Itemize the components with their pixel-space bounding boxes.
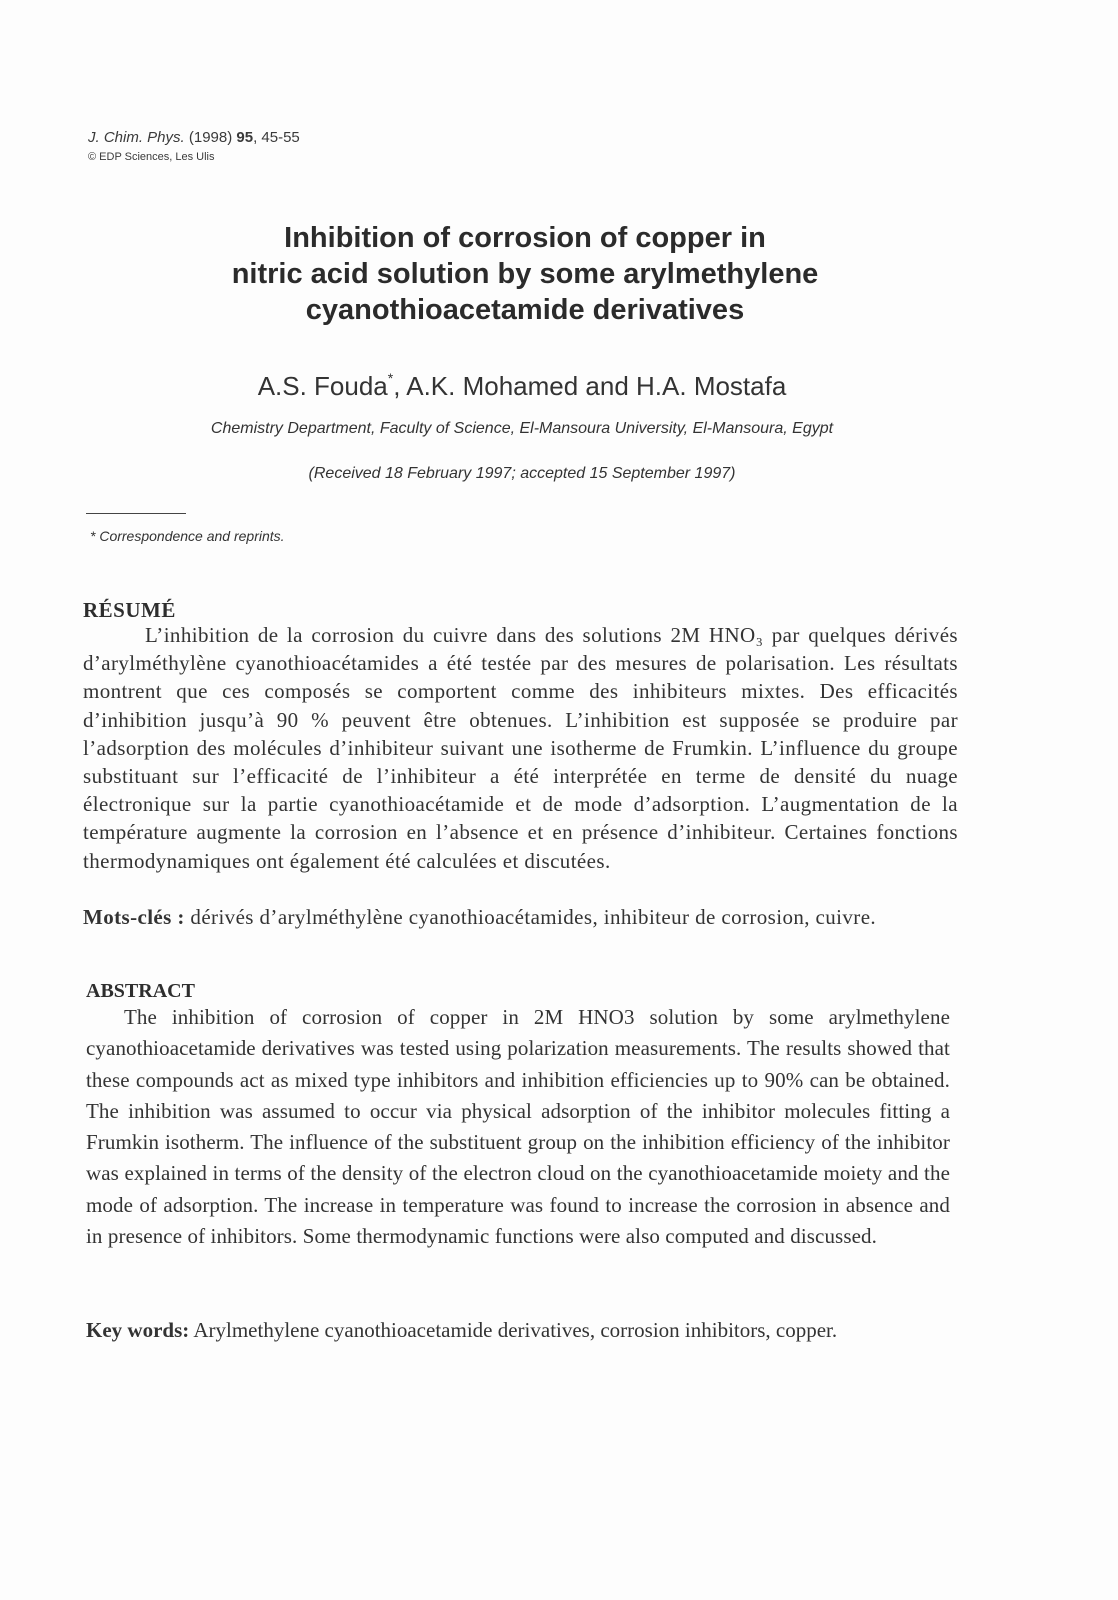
authors-rest: , A.K. Mohamed and H.A. Mostafa bbox=[393, 371, 787, 401]
abstract-keywords-text: Arylmethylene cyanothioacetamide derivatives, corrosion inhibitors, copper. bbox=[189, 1318, 838, 1342]
corresponding-author-mark: * bbox=[387, 370, 394, 386]
title-line: Inhibition of corrosion of copper in bbox=[284, 222, 766, 254]
resume-keywords-label: Mots-clés : bbox=[83, 905, 185, 929]
journal-pages: , 45-55 bbox=[253, 129, 300, 146]
affiliation: Chemistry Department, Faculty of Science, El-Mansoura University, El-Mansoura, Egypt bbox=[210, 420, 834, 437]
resume-body: L’inhibition de la corrosion du cuivre dans des solutions 2M HNO₃ par quelques dérivés d’arylméthylène cyanothioacétamides a été testée par des mesures de polarisation. Les résultats montrent que ces composés se comportent comme des inhibiteurs mixtes. Des efficacités d’inhibition jusqu’à 90 % peuvent être obtenues. L’inhibition est supposée se produire par l’adsorption des molécules d’inhibiteur suivant une isotherme de Frumkin. L’influence du groupe substituant sur l’efficacité de l’inhibiteur a été interprétée en terme de densité du nuage électronique sur la partie cyanothioacétamide et de mode d’adsorption. L’augmentation de la température augmente la corrosion en l’absence et en présence d’inhibiteur. Certaines fonctions thermodynamiques ont également été calculées et discutées. bbox=[83, 623, 958, 873]
article-title bbox=[0, 220, 1050, 328]
author-list bbox=[0, 362, 1044, 402]
journal-volume: 95 bbox=[236, 129, 254, 146]
title-line: cyanothioacetamide derivatives bbox=[305, 294, 745, 326]
footnote-divider bbox=[86, 513, 186, 514]
journal-name: J. Chim. Phys. bbox=[88, 129, 185, 146]
resume-heading: RÉSUMÉ bbox=[83, 598, 176, 622]
footnote: * Correspondence and reprints. bbox=[90, 528, 285, 544]
received-dates: (Received 18 February 1997; accepted 15 September 1997) bbox=[308, 465, 736, 482]
copyright-notice: © EDP Sciences, Les Ulis bbox=[88, 151, 215, 163]
title-line: nitric acid solution by some arylmethylene bbox=[231, 258, 819, 290]
author-first: A.S. Fouda bbox=[257, 371, 388, 401]
journal-year: (1998) bbox=[188, 129, 233, 146]
abstract-keywords-label: Key words: bbox=[86, 1318, 190, 1342]
abstract-keywords bbox=[86, 1315, 950, 1346]
journal-citation bbox=[88, 128, 300, 148]
abstract-body: The inhibition of corrosion of copper in 2M HNO3 solution by some arylmethylene cyanothioacetamide derivatives was tested using polarization measurements. The results showed that these compounds act as mixed type inhibitors and inhibition efficiencies up to 90% can be obtained. The inhibition was assumed to occur via physical adsorption of the inhibitor molecules fitting a Frumkin isotherm. The influence of the substituent group on the inhibition efficiency of the inhibitor was explained in terms of the density of the electron cloud on the cyanothioacetamide moiety and the mode of adsorption. The increase in temperature was found to increase the corrosion in absence and in presence of inhibitors. Some thermodynamic functions were also computed and discussed. bbox=[86, 1005, 950, 1249]
resume-keywords-text: dérivés d’arylméthylène cyanothioacétamides, inhibiteur de corrosion, cuivre. bbox=[184, 905, 877, 929]
resume-keywords bbox=[83, 903, 958, 931]
abstract-heading: ABSTRACT bbox=[86, 980, 195, 1002]
